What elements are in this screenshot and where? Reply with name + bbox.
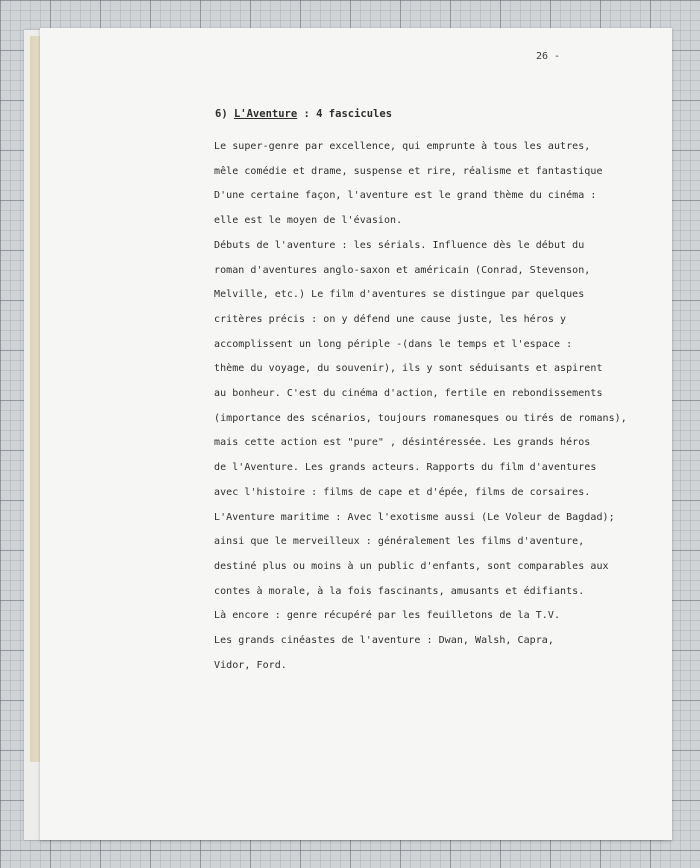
text-line: Melville, etc.) Le film d'aventures se distingue par quelques (214, 289, 585, 301)
heading-prefix: 6) (215, 108, 234, 120)
section-heading (215, 108, 392, 120)
text-line: critères précis : on y défend une cause juste, les héros y (214, 313, 567, 325)
text-line: contes à morale, à la fois fascinants, amusants et édifiants. (214, 585, 585, 597)
text-line: Le super-genre par excellence, qui emprunte à tous les autres, (214, 141, 591, 152)
body-text (214, 135, 654, 678)
text-line: (importance des scénarios, toujours romanesques ou tirés de romans), (214, 412, 627, 424)
text-line: Là encore : genre récupéré par les feuilletons de la T.V. (214, 610, 561, 622)
text-line: destiné plus ou moins à un public d'enfants, sont comparables aux (214, 560, 609, 572)
heading-title: L'Aventure (233, 108, 298, 120)
document-page (40, 28, 672, 840)
text-line: thème du voyage, du souvenir), ils y sont séduisants et aspirent (214, 363, 603, 375)
text-line: Les grands cinéastes de l'aventure : Dwan, Walsh, Capra, (214, 635, 554, 647)
text-line: accomplissent un long périple -(dans le temps et l'espace : (214, 338, 573, 350)
text-line: elle est le moyen de l'évasion. (214, 215, 403, 227)
text-line: D'une certaine façon, l'aventure est le grand thème du cinéma : (214, 190, 597, 202)
heading-suffix: : 4 fascicules (297, 108, 393, 120)
text-line: mêle comédie et drame, suspense et rire, réalisme et fantastique (214, 165, 603, 177)
text-line: de l'Aventure. Les grands acteurs. Rapports du film d'aventures (214, 462, 597, 474)
text-line: au bonheur. C'est du cinéma d'action, fertile en rebondissements (214, 388, 603, 400)
text-line: Vidor, Ford. (214, 659, 287, 671)
text-line: avec l'histoire : films de cape et d'épée, films de corsaires. (214, 486, 591, 498)
text-line: ainsi que le merveilleux : généralement les films d'aventure, (214, 536, 585, 548)
text-line: Débuts de l'aventure : les sérials. Influence dès le début du (214, 239, 585, 251)
text-line: L'Aventure maritime : Avec l'exotisme aussi (Le Voleur de Bagdad); (214, 511, 615, 523)
page-number: 26 - (536, 51, 561, 62)
text-line: roman d'aventures anglo-saxon et américain (Conrad, Stevenson, (214, 264, 591, 276)
text-line: mais cette action est "pure" , désintéressée. Les grands héros (214, 437, 591, 449)
